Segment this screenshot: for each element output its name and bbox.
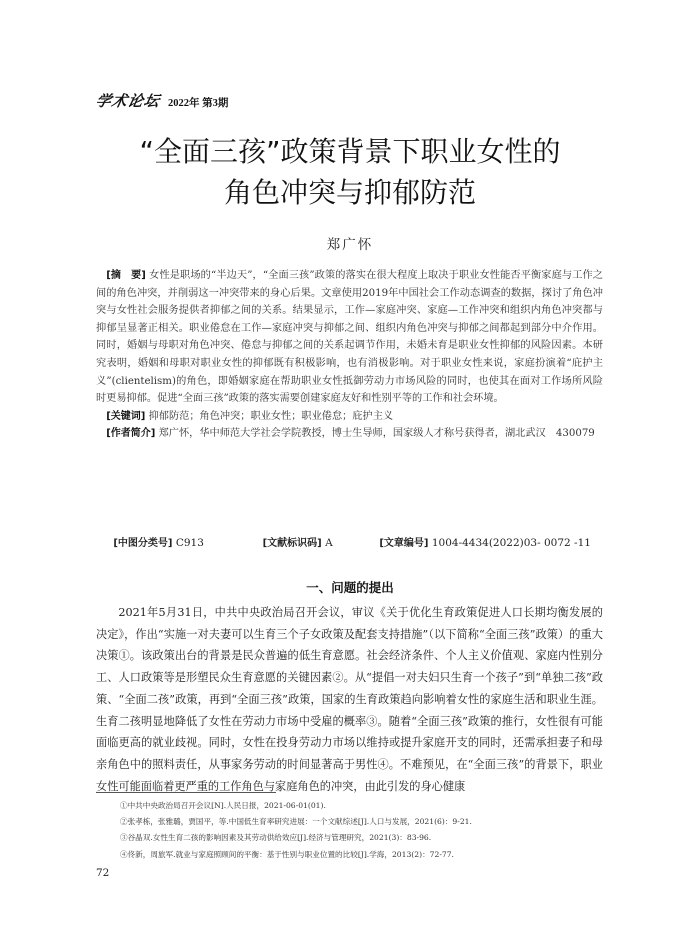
author-info-label: [作者简介] [106,428,156,440]
author-info [96,425,603,443]
keywords [96,408,603,426]
doc-code-value: A [325,537,333,549]
abstract-label: [摘 要] [106,270,146,281]
journal-logo: 学术论坛 [93,92,162,110]
footnote-divider [96,792,276,793]
footnote-4: ④佟新，周旅军.就业与家庭照顾间的平衡：基于性别与职业位置的比较[J].学海，2013(2)：72-77. [120,849,454,859]
doc-code-label: [文献标识码] [262,538,322,549]
body-paragraph: 2021年5月31日，中共中央政治局召开会议，审议《关于优化生育政策促进人口长期均衡发展的决定》，作出“实施一对夫妻可以生育三个子女政策及配套支持措施”（以下简称“全面三孩”政策）的重大决策①。该政策出台的背景是民众普遍的低生育意愿。社会经济条件、个人主义价值观、家庭内性别分工、人口政策等是形塑民众生育意愿的关键因素②。从“提倡一对夫妇只生育一个孩子”到“单独二孩”政策、“全面二孩”政策，再到“全面三孩”政策，国家的生育政策趋向影响着女性的家庭生活和职业生涯。生育二孩明显地降低了女性在劳动力市场中受雇的概率③。随着“全面三孩”政策的推行，女性很有可能面临更高的就业歧视。同时，女性在投身劳动力市场以维持或提升家庭开支的同时，还需承担妻子和母亲角色中的照料责任，从事家务劳动的时间显著高于男性④。不难预见，在“全面三孩”的背景下，职业女性可能面临着更严重的工作角色与家庭角色的冲突，由此引发的身心健康 [96,606,603,793]
author-name: 郑广怀 [326,237,374,253]
abstract [96,267,603,408]
abstract-block [96,267,603,443]
keywords-label: [关键词] [106,410,146,422]
clc-value: C913 [175,537,204,549]
journal-header [93,90,229,111]
classification-row [96,534,591,549]
article-number-value: 1004-4434(2022)03- 0072 -11 [431,537,591,549]
article-title [0,131,700,213]
footnotes [120,798,603,863]
keywords-text: 抑郁防范；角色冲突；职业女性；职业倦怠；庇护主义 [148,410,394,422]
article-number-label: [文章编号] [379,538,429,549]
title-line-2: 角色冲突与抑郁防范 [223,176,476,209]
clc-label: [中图分类号] [113,538,173,549]
page-number: 72 [96,867,110,879]
author-info-text: 郑广怀，华中师范大学社会学院教授，博士生导师，国家级人才称号获得者，湖北武汉 430079 [158,428,595,440]
body-text [96,602,603,797]
footnote-2: ②张孝栋，张雅璐，贾国平，等.中国低生育率研究进展：一个文献综述[J].人口与发展，2021(6)：9-21. [120,817,472,827]
footnote-3: ③谷晶双.女性生育二孩的影响因素及其劳动供给效应[J].经济与管理研究，2021(3)：83-96. [120,833,432,843]
section-heading: 一、问题的提出 [306,580,394,595]
title-line-1: “全面三孩”政策背景下职业女性的 [139,135,561,168]
footnote-1: ①中共中央政治局召开会议[N].人民日报，2021-06-01(01). [120,801,326,810]
journal-issue: 2022年 第3期 [168,98,229,109]
abstract-text: 女性是职场的“半边天”，“全面三孩”政策的落实在很大程度上取决于职业女性能否平衡家庭与工作之间的角色冲突，并削弱这一冲突带来的身心后果。文章使用2019年中国社会工作动态调查的数据，探讨了角色冲突与女性社会服务提供者抑郁之间的关系。结果显示，工作—家庭冲突、家庭—工作冲突和组织内角色冲突都与抑郁呈显著正相关。职业倦怠在工作—家庭冲突与抑郁之间、组织内角色冲突与抑郁之间都起到部分中介作用。同时，婚姻与母职对角色冲突、倦怠与抑郁之间的关系起调节作用，未婚未育是职业女性抑郁的风险因素。本研究表明，婚姻和母职对职业女性的抑郁既有积极影响，也有消极影响。对于职业女性来说，家庭扮演着“庇护主义”(clientelism)的角色，即婚姻家庭在帮助职业女性抵御劳动力市场风险的同时，也使其在面对工作场所风险时更易抑郁。促进“全面三孩”政策的落实需要创建家庭友好和性别平等的工作和社会环境。 [96,270,603,405]
